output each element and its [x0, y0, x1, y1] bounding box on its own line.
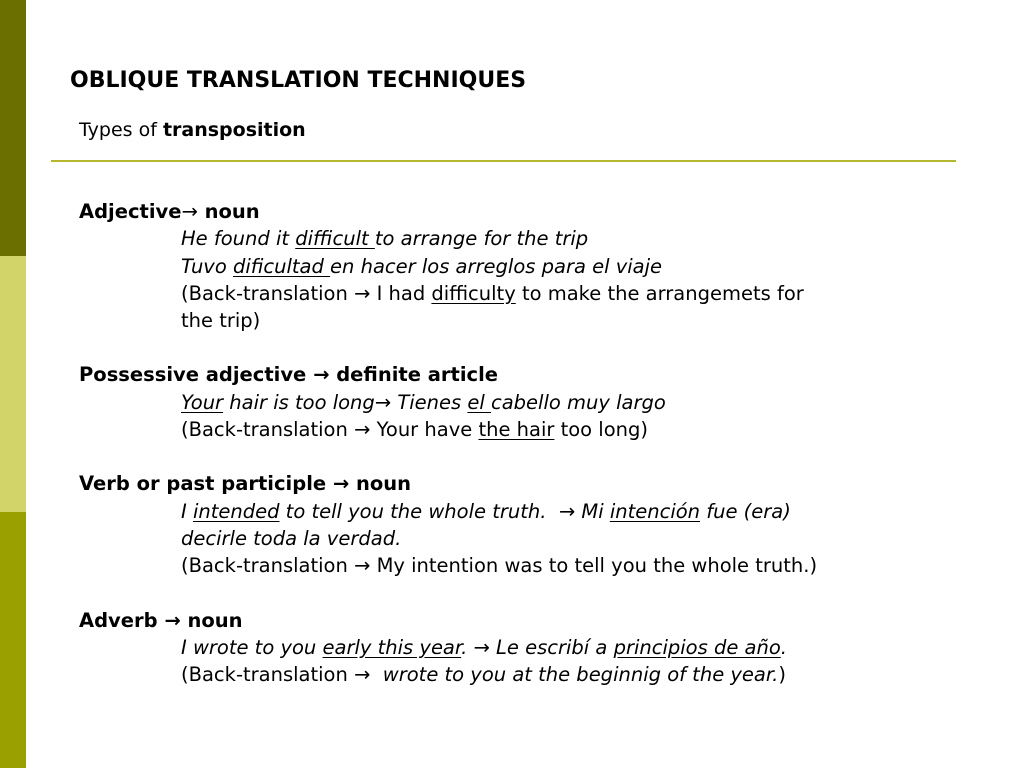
- left-accent-strip-top: [0, 0, 26, 256]
- example-text: (Back-translation → I had: [181, 281, 432, 305]
- example-text: cabello muy largo: [491, 390, 666, 414]
- example-text: ): [778, 663, 786, 687]
- section-adverb-noun: [79, 607, 979, 689]
- back-translation: (Back-translation → My intention was to tell you the whole truth.): [181, 554, 818, 578]
- example-text: to arrange for the trip: [374, 227, 589, 251]
- example-text: .: [780, 635, 787, 659]
- heading-text: Adjective: [79, 200, 182, 223]
- back-translation: [79, 280, 979, 307]
- left-accent-strip-middle: [0, 256, 26, 512]
- highlighted-term: early this year: [322, 635, 462, 659]
- highlighted-term: difficult: [295, 227, 375, 251]
- highlighted-term: the hair: [478, 418, 555, 442]
- example-text: I wrote to you: [181, 635, 323, 659]
- section-heading: Adverb → noun: [79, 608, 243, 632]
- subtitle-keyword: transposition: [162, 119, 306, 141]
- back-translation: [79, 661, 979, 688]
- example-text: Tuvo: [181, 254, 233, 278]
- section-heading: Possessive adjective → definite article: [79, 363, 498, 387]
- highlighted-term: intended: [192, 499, 280, 523]
- highlighted-term: intención: [609, 499, 701, 523]
- example-text: hair is too long→ Tienes: [223, 390, 468, 414]
- subtitle-prefix: Types of: [79, 119, 163, 141]
- example-text: . → Le escribí a: [461, 635, 614, 659]
- example-spanish: [79, 253, 979, 280]
- section-verb-noun: [79, 470, 979, 579]
- highlighted-term: difficulty: [431, 281, 516, 305]
- example-text: fue (era): [700, 499, 791, 523]
- section-heading: Verb or past participle → noun: [79, 472, 412, 496]
- highlighted-term: el: [467, 390, 491, 414]
- example-text: en hacer los arreglos para el viaje: [330, 254, 663, 278]
- arrow-glyph: →: [181, 200, 198, 223]
- slide-content: [79, 198, 979, 715]
- example-pair: [79, 634, 979, 661]
- example-text: (Back-translation →: [181, 663, 377, 687]
- example-text: (Back-translation → Your have: [181, 418, 479, 442]
- example-english: [79, 225, 979, 252]
- example-pair: [79, 498, 979, 525]
- section-possessive-article: [79, 361, 979, 443]
- example-text: to make the arrangemets for: [515, 281, 804, 305]
- slide-subtitle: [79, 117, 306, 143]
- example-pair: [79, 389, 979, 416]
- slide-title: OBLIQUE TRANSLATION TECHNIQUES: [70, 68, 527, 93]
- back-translation-continued: the trip): [181, 309, 261, 333]
- section-adjective-noun: [79, 198, 979, 334]
- example-text: He found it: [181, 227, 296, 251]
- example-text: wrote to you at the beginnig of the year.: [376, 663, 779, 687]
- header-divider: [51, 160, 956, 162]
- highlighted-term: principios de año: [613, 635, 781, 659]
- heading-text: noun: [197, 200, 260, 223]
- left-accent-strip-bottom: [0, 512, 26, 768]
- example-continued: decirle toda la verdad.: [181, 526, 402, 550]
- section-heading: [79, 198, 979, 225]
- example-text: too long): [554, 418, 649, 442]
- highlighted-term: Your: [181, 390, 224, 414]
- example-text: to tell you the whole truth. → Mi: [279, 499, 610, 523]
- back-translation: [79, 416, 979, 443]
- example-text: I: [181, 499, 193, 523]
- highlighted-term: dificultad: [232, 254, 331, 278]
